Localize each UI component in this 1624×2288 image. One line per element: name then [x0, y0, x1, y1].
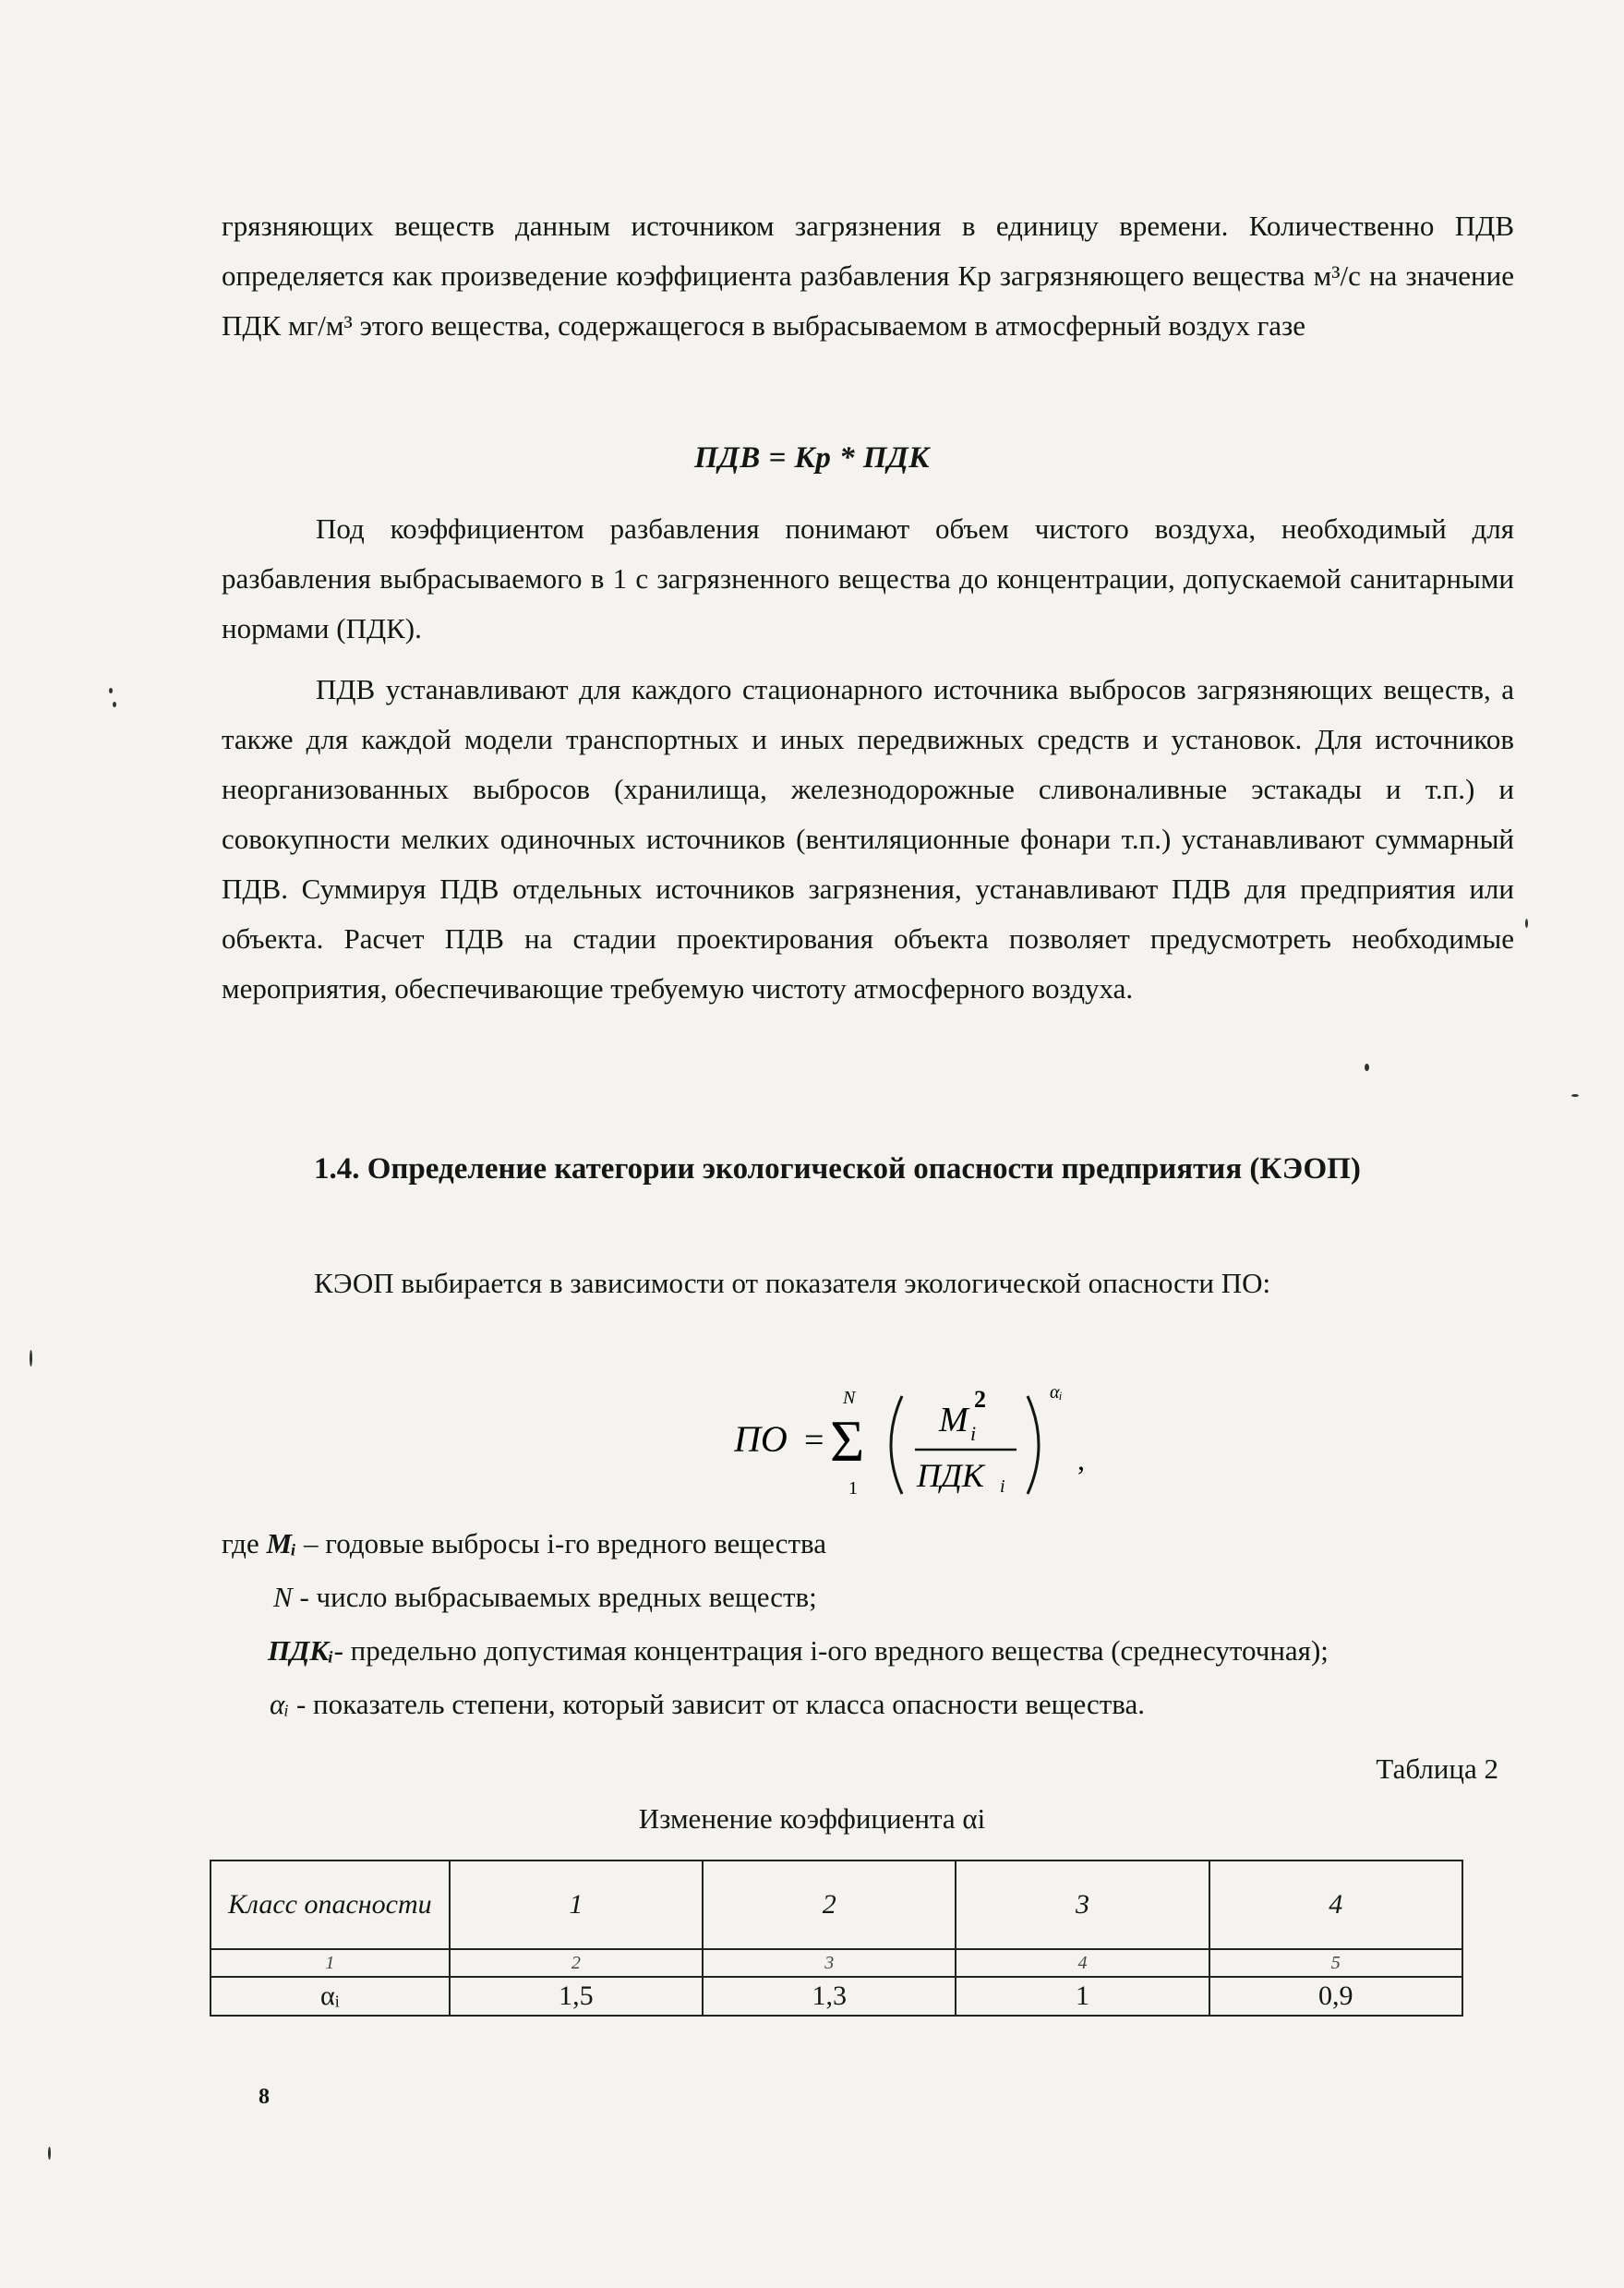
definition-pdk-text: - предельно допустимая концентрация i-ого вредного вещества (среднесуточная);: [333, 1634, 1329, 1667]
table-label: Таблица 2: [1376, 1752, 1498, 1785]
coefficient-table: [210, 1860, 1463, 2017]
definition-mi-var: Mᵢ: [266, 1527, 297, 1559]
definition-alpha: [270, 1688, 1145, 1721]
table-numbering-cell: 5: [1209, 1949, 1462, 1977]
table-row: [211, 1861, 1462, 1949]
table-numbering-cell: 3: [703, 1949, 956, 1977]
table-header-class: 3: [956, 1861, 1209, 1949]
definition-alpha-var: αᵢ: [270, 1688, 290, 1720]
fraction-denominator-sub: i: [1000, 1476, 1005, 1497]
table-header-class: 1: [450, 1861, 703, 1949]
exponent-alpha: αᵢ: [1050, 1382, 1063, 1403]
table-numbering-cell: 1: [211, 1949, 450, 1977]
table-header-class: 2: [703, 1861, 956, 1949]
definition-mi-text: – годовые выбросы i-го вредного вещества: [296, 1527, 827, 1559]
formula-po-equals: =: [804, 1421, 824, 1460]
sum-sign: Σ: [830, 1408, 865, 1474]
table-value-cell: 0,9: [1209, 1977, 1462, 2016]
table-numbering-cell: 4: [956, 1949, 1209, 1977]
section-heading: 1.4. Определение категории экологической опасности предприятия (КЭОП): [314, 1152, 1361, 1186]
definition-n-text: - число выбрасываемых вредных веществ;: [292, 1581, 817, 1613]
right-paren: [1028, 1396, 1039, 1494]
table-value-cell: 1,3: [703, 1977, 956, 2016]
table-numbering-cell: 2: [450, 1949, 703, 1977]
scan-speck: [1571, 1094, 1579, 1097]
table-value-cell: 1,5: [450, 1977, 703, 2016]
table-title: Изменение коэффициента αi: [638, 1802, 986, 1835]
left-paren: [891, 1396, 902, 1494]
paragraph-pdv-definition: грязняющих веществ данным источником загрязнения в единицу времени. Количественно ПДВ определяется как произведение коэффициента разбавления Кр загрязняющего вещества м³/с на значение ПДК мг/м³ этого вещества, содержащегося в выбрасываемом в атмосферный воздух газе: [222, 210, 1514, 342]
definition-mi: [222, 1527, 826, 1560]
formula-po-lhs: ПО: [734, 1418, 788, 1460]
scan-speck: [1525, 919, 1528, 928]
definition-pdk: [268, 1634, 1329, 1668]
definition-alpha-text: - показатель степени, который зависит от класса опасности вещества.: [289, 1688, 1146, 1720]
sum-upper-limit: N: [843, 1388, 856, 1408]
scan-speck: [113, 702, 116, 707]
definition-pdk-var: ПДКᵢ: [268, 1634, 334, 1667]
fraction-numerator-sup: 2: [974, 1386, 986, 1413]
table-value-cell: 1: [956, 1977, 1209, 2016]
paragraph-pdv-sources: ПДВ устанавливают для каждого стационарного источника выбросов загрязняющих веществ, а также для каждой модели транспортных и иных передвижных средств и установок. Для источников неорганизованных выбросов (хранилища, железнодорожные сливоналивные эстакады и т.п.) и совокупности мелких одиночных источников (вентиляционные фонари т.п.) устанавливают суммарный ПДВ. Суммируя ПДВ отдельных источников загрязнения, устанавливают ПДВ для предприятия или объекта. Расчет ПДВ на стадии проектирования объекта позволяет предусмотреть необходимые мероприятия, обеспечивающие требуемую чистоту атмосферного воздуха.: [222, 673, 1514, 1005]
table-header-class: 4: [1209, 1861, 1462, 1949]
fraction-numerator: M: [939, 1401, 968, 1439]
scan-speck: [109, 688, 113, 693]
paragraph-dilution-coefficient: Под коэффициентом разбавления понимают объем чистого воздуха, необходимый для разбавления выбрасываемого в 1 с загрязненного вещества до концентрации, допускаемой санитарными нормами (ПДК).: [222, 512, 1514, 644]
fraction-denominator: ПДК: [917, 1457, 984, 1494]
sum-lower-limit: 1: [848, 1478, 858, 1499]
scan-speck: [30, 1350, 32, 1367]
section-intro: КЭОП выбирается в зависимости от показателя экологической опасности ПО:: [314, 1267, 1271, 1299]
formula-pdv: ПДВ = Кр * ПДК: [694, 441, 930, 475]
table-header-label: Класс опасности: [211, 1861, 450, 1949]
definition-n: [273, 1581, 817, 1614]
table-row: [211, 1977, 1462, 2016]
definition-n-var: N: [273, 1581, 293, 1613]
scan-speck: [1365, 1064, 1369, 1071]
table-row-label: αᵢ: [211, 1977, 450, 2016]
page-number: 8: [259, 2085, 270, 2109]
fraction-numerator-sub: i: [970, 1422, 977, 1445]
definition-mi-prefix: где: [222, 1527, 259, 1559]
scan-speck: [48, 2147, 51, 2160]
formula-po: [734, 1376, 1140, 1514]
table-row: [211, 1949, 1462, 1977]
formula-po-trailing-comma: ,: [1077, 1443, 1085, 1476]
